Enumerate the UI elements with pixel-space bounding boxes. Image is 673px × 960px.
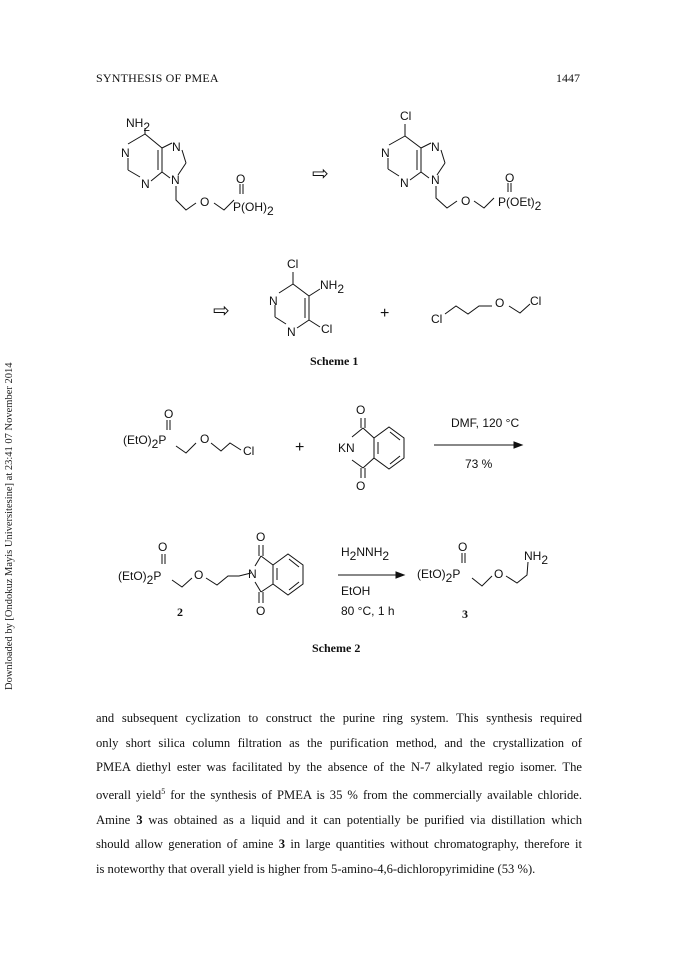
bis-chloroethyl-ether-structure xyxy=(445,304,530,314)
phthalimide-o-top: O xyxy=(356,403,366,417)
ester-phosphonate-label: P(OEt)2 xyxy=(498,195,542,213)
ester-n3: N xyxy=(400,176,409,190)
ester-ether-o: O xyxy=(461,194,471,208)
phthalimide-kn: KN xyxy=(338,441,355,455)
reference-5: 5 xyxy=(161,786,166,796)
ester-n1: N xyxy=(381,146,390,160)
reaction1-yield: 73 % xyxy=(465,457,493,471)
retro-arrow-1: ⇨ xyxy=(312,163,329,185)
reagent1-eto: (EtO)2P xyxy=(123,433,167,451)
ester-phosphoryl-o: O xyxy=(505,171,515,185)
scheme2-caption: Scheme 2 xyxy=(312,641,361,655)
pmea-ether-o: O xyxy=(200,195,210,209)
reaction1-arrowhead xyxy=(514,442,522,448)
compound2-ether-o: O xyxy=(194,568,204,582)
compound2-o-bottom: O xyxy=(256,604,266,618)
compound3-ether-o: O xyxy=(494,567,504,581)
pyrimidine-n3: N xyxy=(287,325,296,339)
pyrimidine-cl-top: Cl xyxy=(287,257,299,271)
reagent1-cl: Cl xyxy=(243,444,255,458)
running-header-title: SYNTHESIS OF PMEA xyxy=(96,71,219,85)
aminodichloropyrimidine-structure xyxy=(275,272,320,328)
body-line: overall yield$^5$ for the synthesis of PMEA is 35 % from the commercially available chloride. xyxy=(96,786,583,802)
pyrimidine-n1: N xyxy=(269,294,278,308)
pyrimidine-cl-bottom: Cl xyxy=(321,322,333,336)
retro-arrow-2: ⇨ xyxy=(213,300,230,322)
reagent1-ether-o: O xyxy=(200,432,210,446)
pmea-phosphoryl-o: O xyxy=(236,172,246,186)
body-line: and subsequent cyclization to construct the purine ring system. This synthesis required xyxy=(96,711,582,725)
chloropurine-ester-structure xyxy=(388,124,511,208)
scheme1-plus: + xyxy=(380,305,390,322)
compound2-eto: (EtO)2P xyxy=(118,569,162,587)
reaction2-temperature-time: 80 °C, 1 h xyxy=(341,604,395,618)
pmea-phosphonic-label: P(OH)2 xyxy=(233,200,274,218)
compound2-phosphoryl-o: O xyxy=(158,540,168,554)
pmea-nh2-label: NH2 xyxy=(126,116,151,134)
ether-o: O xyxy=(495,296,505,310)
body-line: is noteworthy that overall yield is higher from 5-amino-4,6-dichloropyrimidine (53 %). xyxy=(96,861,536,876)
reaction1-conditions: DMF, 120 °C xyxy=(451,416,520,430)
pmea-n7: N xyxy=(172,140,181,154)
ester-c6-cl: Cl xyxy=(400,109,412,123)
ester-n7: N xyxy=(431,140,440,154)
compound2-n: N xyxy=(248,567,257,581)
potassium-phthalimide-structure xyxy=(352,418,404,478)
body-line: Amine 3 was obtained as a liquid and it can potentially be purified via distillation which xyxy=(96,812,582,827)
pyrimidine-nh2: NH2 xyxy=(320,278,345,296)
body-paragraph xyxy=(96,706,582,881)
compound-2-label: 2 xyxy=(177,605,183,619)
compound-2-structure xyxy=(162,545,303,603)
body-line: only short silica column filtration as the purification method, and the crystallization of xyxy=(96,735,582,750)
compound2-o-top: O xyxy=(256,530,266,544)
ester-n9: N xyxy=(431,173,440,187)
page-number: 1447 xyxy=(556,71,580,85)
pmea-n1: N xyxy=(121,146,130,160)
compound3-nh2: NH2 xyxy=(524,549,549,567)
download-watermark: Downloaded by [Ondokuz Mayis Universitesine] at 23:41 07 November 2014 xyxy=(4,362,15,690)
body-line: PMEA diethyl ester was facilitated by the absence of the N-7 alkylated regio isomer. The xyxy=(96,760,582,775)
reagent1-phosphoryl-o: O xyxy=(164,407,174,421)
compound-3-label: 3 xyxy=(462,607,468,621)
reaction2-solvent: EtOH xyxy=(341,584,371,598)
phthalimide-o-bottom: O xyxy=(356,479,366,493)
scheme1-caption: Scheme 1 xyxy=(310,354,359,368)
compound3-phosphoryl-o: O xyxy=(458,540,468,554)
compound3-eto: (EtO)2P xyxy=(417,567,461,585)
scheme2-plus: + xyxy=(295,439,305,456)
reaction2-reagent: H2NNH2 xyxy=(341,545,390,563)
body-line: should allow generation of amine 3 in large quantities without chromatography, therefore it xyxy=(96,837,582,852)
reaction2-arrowhead xyxy=(396,572,404,578)
ether-cl-left: Cl xyxy=(431,312,443,326)
pmea-n9: N xyxy=(171,173,180,187)
pmea-n3: N xyxy=(141,177,150,191)
pmea-structure xyxy=(128,128,246,210)
ether-cl-right: Cl xyxy=(530,294,542,308)
